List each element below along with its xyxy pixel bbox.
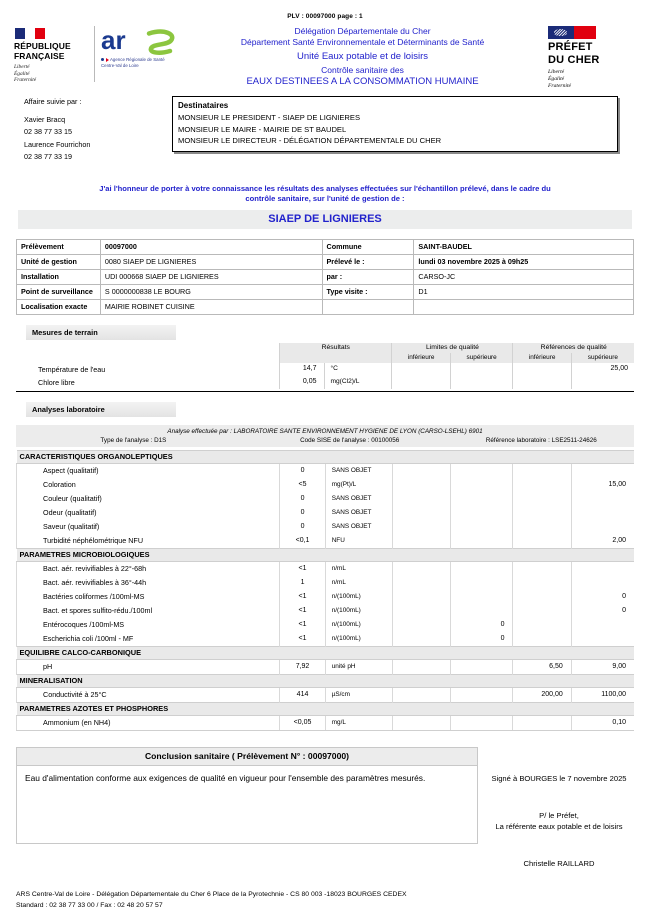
result-limit-inf [392, 590, 450, 604]
result-ref-inf [513, 618, 571, 632]
results-group-header-row [17, 450, 635, 463]
result-limit-sup: 0 [450, 618, 513, 632]
results-group-title: CARACTERISTIQUES ORGANOLEPTIQUES [17, 450, 635, 463]
result-ref-sup [571, 576, 634, 590]
result-limit-inf [392, 561, 450, 576]
terrain-ref-sup: 25,00 [571, 363, 634, 376]
result-parameter-name: Aspect (qualitatif) [17, 463, 280, 478]
result-parameter-name: Escherichia coli /100ml - MF [17, 632, 280, 647]
results-row [17, 463, 635, 478]
sample-info-label: Installation [17, 269, 101, 284]
result-ref-inf [513, 632, 571, 647]
sample-info-label-2: par : [322, 269, 414, 284]
results-row [17, 534, 635, 549]
result-ref-sup [571, 632, 634, 647]
result-limit-sup [450, 687, 513, 702]
result-value: <5 [280, 478, 325, 492]
terrain-header-references: Références de qualité [513, 343, 634, 353]
destinataire-line: MONSIEUR LE PRESIDENT - SIAEP DE LIGNIERES [178, 113, 361, 122]
result-unit: unité pH [325, 659, 392, 674]
terrain-row [16, 376, 634, 389]
result-parameter-name: Odeur (qualitatif) [17, 506, 280, 520]
analysis-results-table [16, 450, 634, 731]
results-row [17, 576, 635, 590]
result-limit-sup [450, 534, 513, 549]
result-limit-inf [392, 576, 450, 590]
destinataires-title: Destinataires [178, 101, 229, 110]
terrain-header-row-2 [16, 353, 634, 363]
result-parameter-name: Bact. et spores sulfito-rédu./100ml [17, 604, 280, 618]
results-group-header-row [17, 702, 635, 715]
result-value: 0 [280, 506, 325, 520]
terrain-limit-sup [450, 363, 513, 376]
results-row [17, 478, 635, 492]
result-value: 0 [280, 492, 325, 506]
terrain-row [16, 363, 634, 376]
results-row [17, 618, 635, 632]
result-limit-inf [392, 520, 450, 534]
result-limit-sup [450, 659, 513, 674]
sample-info-body [17, 239, 634, 314]
result-limit-inf [392, 687, 450, 702]
result-parameter-name: Bact. aér. revivifiables à 36°-44h [17, 576, 280, 590]
terrain-parameter-name: Chlore libre [38, 377, 75, 387]
result-ref-inf: 6,50 [513, 659, 571, 674]
header-divider [94, 26, 95, 82]
result-limit-inf [392, 492, 450, 506]
terrain-unit: mg(Cl2)/L [325, 376, 392, 389]
analyses-laboratoire-chip: Analyses laboratoire [26, 402, 176, 417]
header-line-delegation: Délégation Départementale du Cher [294, 26, 431, 36]
result-unit: n/(100mL) [325, 618, 392, 632]
sample-info-label-2 [322, 299, 414, 314]
sample-info-value: S 0000000838 LE BOURG [100, 284, 322, 299]
result-unit: SANS OBJET [325, 506, 392, 520]
sample-info-row [17, 269, 634, 284]
results-row [17, 520, 635, 534]
result-parameter-name: Conductivité à 25°C [17, 687, 280, 702]
result-ref-inf [513, 590, 571, 604]
signature-on-behalf: P/ le Préfet, [539, 810, 579, 820]
result-unit: NFU [325, 534, 392, 549]
results-row [17, 659, 635, 674]
terrain-measures-table [16, 343, 634, 389]
lab-performed-by: Analyse effectuée par : LABORATOIRE SANTE ENVIRONNEMENT HYGIENE DE LYON (CARSO-LSEHL) 6901 [167, 427, 483, 435]
sample-info-label-2: Commune [322, 239, 414, 254]
ars-sub-line1: Agence Régionale de Santé [110, 57, 165, 62]
result-ref-inf [513, 492, 571, 506]
result-limit-sup [450, 561, 513, 576]
result-limit-sup [450, 492, 513, 506]
sample-info-row [17, 299, 634, 314]
result-ref-sup: 15,00 [571, 478, 634, 492]
affaire-contact1-name: Xavier Bracq [24, 114, 66, 124]
lab-code-sise: Code SISE de l'analyse : 00100056 [300, 436, 400, 444]
ars-logo [101, 24, 185, 68]
header-line-eaux: EAUX DESTINEES A LA CONSOMMATION HUMAINE [246, 76, 479, 87]
results-row [17, 492, 635, 506]
lab-type-analyse: Type de l'analyse : D1S [100, 436, 167, 444]
document-header [0, 20, 650, 90]
signature-name: Christelle RAILLARD [523, 858, 595, 868]
result-ref-inf [513, 576, 571, 590]
result-ref-sup: 0,10 [571, 715, 634, 730]
republique-francaise-logo [14, 24, 92, 84]
result-ref-inf: 200,00 [513, 687, 571, 702]
terrain-header-spacer2 [16, 353, 280, 363]
affaire-suivie-par-block [14, 96, 164, 164]
result-value: <1 [280, 632, 325, 647]
sample-info-label: Point de surveillance [17, 284, 101, 299]
prefet-motto-fraternite: Fraternité [548, 83, 571, 89]
footer-address: ARS Centre-Val de Loire - Délégation Départementale du Cher 6 Place de la Pyrotechnie - CS 80 003 -18023 BOURGES CEDEX [16, 891, 407, 898]
conclusion-body: Eau d'alimentation conforme aux exigences de qualité en vigueur pour l'ensemble des paramètres mesurés. [16, 766, 478, 844]
result-ref-sup: 2,00 [571, 534, 634, 549]
terrain-header-row-1 [16, 343, 634, 353]
terrain-header-spacer [16, 343, 280, 353]
result-unit: n/(100mL) [325, 590, 392, 604]
conclusion-header: Conclusion sanitaire ( Prélèvement N° : 00097000) [16, 747, 478, 766]
sample-info-row [17, 284, 634, 299]
result-parameter-name: Couleur (qualitatif) [17, 492, 280, 506]
result-parameter-name: Coloration [17, 478, 280, 492]
result-ref-sup [571, 506, 634, 520]
affaire-contact1-phone: 02 38 77 33 15 [24, 127, 72, 136]
result-ref-sup [571, 463, 634, 478]
result-limit-sup: 0 [450, 632, 513, 647]
prefet-motto-egalite: Égalité [548, 76, 565, 82]
affaire-contact2-name: Laurence Fourrichon [24, 139, 91, 149]
footer-phone: Standard : 02 38 77 33 00 / Fax : 02 48 20 57 57 [16, 902, 163, 909]
results-row [17, 506, 635, 520]
terrain-ref-inf [513, 376, 571, 389]
result-value: 7,92 [280, 659, 325, 674]
header-line-unite: Unité Eaux potable et de loisirs [297, 51, 428, 62]
terrain-result-value: 14,7 [280, 363, 325, 376]
result-parameter-name: Entérocoques /100ml-MS [17, 618, 280, 632]
header-line-departement: Département Santé Environnementale et Déterminants de Santé [240, 37, 485, 47]
result-limit-inf [392, 659, 450, 674]
sample-info-value: MAIRIE ROBINET CUISINE [100, 299, 322, 314]
result-ref-inf [513, 715, 571, 730]
result-ref-sup [571, 520, 634, 534]
terrain-limit-inf [392, 363, 450, 376]
results-group-title: MINERALISATION [17, 674, 635, 687]
header-title-block [185, 24, 540, 88]
result-value: <1 [280, 590, 325, 604]
ars-wordmark-icon [101, 26, 181, 56]
ars-sub-line2: Centre-Val de Loire [101, 62, 139, 68]
result-ref-inf [513, 561, 571, 576]
intro-paragraph [0, 164, 650, 208]
result-ref-sup [571, 492, 634, 506]
results-group-title: PARAMETRES AZOTES ET PHOSPHORES [17, 702, 635, 715]
destinataires-wrapper [164, 96, 636, 164]
terrain-header-limites: Limites de qualité [392, 343, 513, 353]
results-group-header-row [17, 646, 635, 659]
result-limit-inf [392, 632, 450, 647]
terrain-bottom-rule [16, 391, 634, 392]
destinataire-line: MONSIEUR LE DIRECTEUR - DÉLÉGATION DÉPARTEMENTALE DU CHER [178, 136, 442, 145]
prefet-line2: DU CHER [548, 53, 600, 66]
result-limit-sup [450, 506, 513, 520]
destinataires-box [172, 96, 618, 152]
result-limit-inf [392, 715, 450, 730]
result-parameter-name: Bactéries coliformes /100ml-MS [17, 590, 280, 604]
sample-info-value-2: D1 [414, 284, 634, 299]
result-unit: SANS OBJET [325, 520, 392, 534]
result-ref-inf [513, 604, 571, 618]
terrain-limit-inf [392, 376, 450, 389]
result-ref-sup: 9,00 [571, 659, 634, 674]
terrain-header-lim-inf: inférieure [392, 353, 450, 363]
terrain-header-ref-inf: inférieure [513, 353, 571, 363]
result-unit: n/mL [325, 576, 392, 590]
result-ref-inf [513, 520, 571, 534]
result-ref-sup [571, 618, 634, 632]
sample-info-value: 0080 SIAEP DE LIGNIERES [100, 254, 322, 269]
terrain-limit-sup [450, 376, 513, 389]
result-parameter-name: Turbidité néphélométrique NFU [17, 534, 280, 549]
prefet-line1: PRÉFET [548, 41, 593, 53]
result-unit: µS/cm [325, 687, 392, 702]
contact-and-recipients-row [0, 90, 650, 164]
terrain-result-value: 0,05 [280, 376, 325, 389]
unit-name-band: SIAEP DE LIGNIERES [18, 210, 632, 229]
result-unit: mg/L [325, 715, 392, 730]
sample-info-label: Unité de gestion [17, 254, 101, 269]
ars-bullet-icon [101, 58, 104, 61]
sample-info-value-2: CARSO-JC [414, 269, 634, 284]
terrain-header-blank [280, 353, 392, 363]
result-ref-sup: 0 [571, 604, 634, 618]
result-unit: n/mL [325, 561, 392, 576]
result-ref-inf [513, 534, 571, 549]
sample-info-value-2 [414, 299, 634, 314]
prefet-flag-icon [548, 26, 636, 39]
result-value: 1 [280, 576, 325, 590]
result-ref-inf [513, 506, 571, 520]
result-limit-inf [392, 534, 450, 549]
sample-info-value: UDI 000668 SIAEP DE LIGNIERES [100, 269, 322, 284]
results-row [17, 561, 635, 576]
results-row [17, 632, 635, 647]
result-ref-sup [571, 561, 634, 576]
sample-info-table [16, 239, 634, 315]
result-unit: n/(100mL) [325, 604, 392, 618]
ars-arrow-icon [106, 58, 109, 62]
signature-place-date: Signé à BOURGES le 7 novembre 2025 [491, 773, 627, 783]
result-ref-sup: 0 [571, 590, 634, 604]
result-limit-inf [392, 506, 450, 520]
sample-info-label-2: Prélevé le : [322, 254, 414, 269]
intro-line2: contrôle sanitaire, sur l'unité de gestion de : [245, 194, 405, 203]
results-group-title: PARAMETRES MICROBIOLOGIQUES [17, 548, 635, 561]
plv-header-line: PLV : 00097000 page : 1 [287, 13, 363, 20]
result-limit-sup [450, 576, 513, 590]
affaire-contact2-phone: 02 38 77 33 19 [24, 152, 72, 161]
result-limit-sup [450, 463, 513, 478]
signature-block [478, 747, 634, 869]
result-parameter-name: pH [17, 659, 280, 674]
header-line-controle: Contrôle sanitaire des [321, 65, 404, 75]
sample-info-value: 00097000 [100, 239, 322, 254]
sample-info-row [17, 239, 634, 254]
result-unit: n/(100mL) [325, 632, 392, 647]
result-ref-inf [513, 463, 571, 478]
result-value: 414 [280, 687, 325, 702]
terrain-header-resultats: Résultats [280, 343, 392, 353]
terrain-parameter-name: Température de l'eau [38, 364, 106, 374]
sample-info-label: Prélèvement [17, 239, 101, 254]
result-value: 0 [280, 463, 325, 478]
result-unit: SANS OBJET [325, 463, 392, 478]
result-value: <1 [280, 604, 325, 618]
result-unit: SANS OBJET [325, 492, 392, 506]
prefet-du-cher-logo [540, 24, 636, 90]
result-limit-sup [450, 715, 513, 730]
result-value: <1 [280, 561, 325, 576]
terrain-header-ref-sup: supérieure [571, 353, 634, 363]
terrain-ref-sup [571, 376, 634, 389]
result-value: <0,1 [280, 534, 325, 549]
french-flag-icon [15, 28, 45, 39]
sample-info-value-2: SAINT-BAUDEL [414, 239, 634, 254]
results-row [17, 604, 635, 618]
sample-info-value-2: lundi 03 novembre 2025 à 09h25 [414, 254, 634, 269]
result-parameter-name: Saveur (qualitatif) [17, 520, 280, 534]
page-footer [16, 885, 634, 911]
result-limit-sup [450, 520, 513, 534]
results-row [17, 590, 635, 604]
result-limit-inf [392, 618, 450, 632]
analysis-results-body [17, 450, 635, 730]
sample-info-label-2: Type visite : [322, 284, 414, 299]
result-limit-inf [392, 463, 450, 478]
result-limit-sup [450, 590, 513, 604]
results-group-header-row [17, 548, 635, 561]
terrain-ref-inf [513, 363, 571, 376]
rf-line2: FRANÇAISE [14, 51, 65, 61]
rf-line1: RÉPUBLIQUE [14, 41, 71, 51]
rf-motto-fraternite: Fraternité [14, 77, 37, 84]
result-value: <0,05 [280, 715, 325, 730]
sample-info-label: Localisation exacte [17, 299, 101, 314]
result-limit-sup [450, 604, 513, 618]
conclusion-section [16, 747, 634, 869]
mesures-de-terrain-chip: Mesures de terrain [26, 325, 176, 340]
result-limit-sup [450, 478, 513, 492]
result-unit: mg(Pt)/L [325, 478, 392, 492]
results-group-title: EQUILIBRE CALCO-CARBONIQUE [17, 646, 635, 659]
rf-motto-liberte: Liberté [14, 64, 30, 70]
results-row [17, 687, 635, 702]
result-ref-inf [513, 478, 571, 492]
laboratory-info-block [16, 425, 634, 447]
results-row [17, 715, 635, 730]
svg-text:ar: ar [101, 26, 126, 55]
destinataire-line: MONSIEUR LE MAIRE - MAIRIE DE ST BAUDEL [178, 124, 347, 134]
result-value: <1 [280, 618, 325, 632]
prefet-motto-liberte: Liberté [548, 69, 565, 75]
sample-info-row [17, 254, 634, 269]
results-group-header-row [17, 674, 635, 687]
terrain-unit: °C [325, 363, 392, 376]
result-parameter-name: Bact. aér. revivifiables à 22°-68h [17, 561, 280, 576]
intro-line1: J'ai l'honneur de porter à votre connaissance les résultats des analyses effectuées sur l'échantillon prélevé, dans le cadre du [99, 183, 551, 193]
terrain-rows-body [16, 363, 634, 389]
result-ref-sup: 1100,00 [571, 687, 634, 702]
result-parameter-name: Ammonium (en NH4) [17, 715, 280, 730]
result-limit-inf [392, 604, 450, 618]
rf-motto-egalite: Égalité [14, 70, 30, 77]
result-limit-inf [392, 478, 450, 492]
result-value: 0 [280, 520, 325, 534]
lab-reference: Référence laboratoire : LSE2511-24626 [485, 436, 597, 444]
affaire-title: Affaire suivie par : [24, 97, 82, 106]
signature-role: La référente eaux potable et de loisirs [495, 821, 623, 831]
terrain-header-lim-sup: supérieure [450, 353, 513, 363]
conclusion-box [16, 747, 478, 869]
